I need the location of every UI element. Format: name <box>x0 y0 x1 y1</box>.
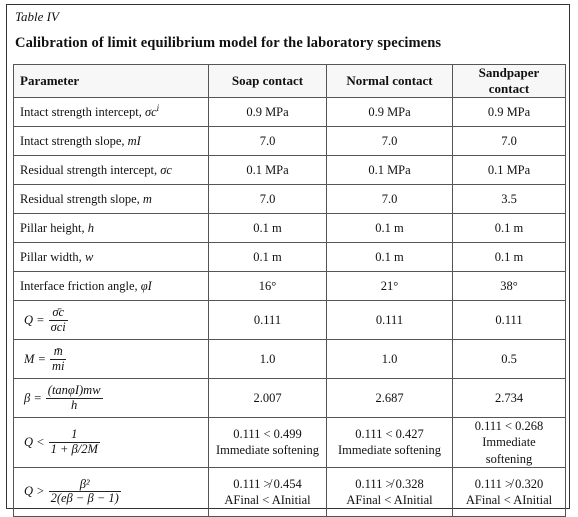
formula-fraction <box>49 478 121 507</box>
check-value: 0.111 ≯ 0.454 <box>233 476 302 491</box>
table-row <box>14 340 566 379</box>
value-sandpaper: 3.5 <box>453 185 566 214</box>
table-row <box>14 301 566 340</box>
formula-lhs: M = <box>24 351 46 366</box>
formula-numerator: σ̄c <box>49 306 68 321</box>
header-sandpaper-contact: Sandpaper contact <box>453 65 566 98</box>
formula-lhs: Q = <box>24 312 45 327</box>
header-soap-contact: Soap contact <box>209 65 327 98</box>
value-normal: 0.9 MPa <box>327 98 453 127</box>
param-symbol: mI <box>127 133 141 148</box>
param-label: Residual strength slope, <box>20 191 143 206</box>
check-value: 0.111 < 0.499 <box>233 427 302 442</box>
table-row <box>14 379 566 418</box>
param-label: Interface friction angle, <box>20 278 141 293</box>
formula-numerator: 1 <box>49 428 100 443</box>
value-sandpaper <box>453 467 566 516</box>
check-result: Immediate softening <box>337 443 442 458</box>
table-row <box>14 156 566 185</box>
param-cell <box>14 243 209 272</box>
value-soap: 0.1 MPa <box>209 156 327 185</box>
formula-cell <box>14 340 209 379</box>
formula-denominator: 2(eβ − β − 1) <box>50 491 119 506</box>
table-number: Table IV <box>15 9 59 24</box>
formula-cell <box>14 467 209 516</box>
param-symbol: w <box>84 249 94 264</box>
formula-lhs: Q > <box>24 484 45 499</box>
value-sandpaper: 0.1 MPa <box>453 156 566 185</box>
value-sandpaper: 38° <box>453 272 566 301</box>
param-cell <box>14 127 209 156</box>
value-normal: 2.687 <box>327 379 453 418</box>
value-soap: 16° <box>209 272 327 301</box>
formula-numerator: m̄ <box>50 345 67 360</box>
param-label: Residual strength intercept, <box>20 162 161 177</box>
value-sandpaper: 0.1 m <box>453 243 566 272</box>
table-row <box>14 243 566 272</box>
param-cell <box>14 185 209 214</box>
value-soap <box>209 467 327 516</box>
table-row <box>14 185 566 214</box>
value-soap: 2.007 <box>209 379 327 418</box>
param-cell <box>14 156 209 185</box>
check-value: 0.111 < 0.268 <box>474 419 544 433</box>
value-normal: 1.0 <box>327 340 453 379</box>
table-row <box>14 418 566 468</box>
check-value: 0.111 ≯ 0.328 <box>355 476 424 491</box>
formula-numerator: (tanφI)mw <box>47 382 101 397</box>
check-value: 0.111 < 0.427 <box>355 427 424 442</box>
value-soap: 0.111 <box>209 301 327 340</box>
param-symbol: m <box>142 191 152 206</box>
formula-numerator: β² <box>49 478 121 493</box>
value-sandpaper <box>453 418 566 468</box>
header-parameter: Parameter <box>14 65 209 98</box>
check-result: AFinal < AInitial <box>346 492 433 507</box>
table-row <box>14 467 566 516</box>
formula-denominator: 1 + β/2M <box>50 441 98 456</box>
check-result: Immediate softening <box>482 435 536 466</box>
value-normal: 0.1 m <box>327 214 453 243</box>
value-sandpaper: 0.111 <box>453 301 566 340</box>
param-symbol: φI <box>140 278 152 293</box>
value-soap: 0.1 m <box>209 243 327 272</box>
value-normal: 0.111 <box>327 301 453 340</box>
header-normal-contact: Normal contact <box>327 65 453 98</box>
formula-fraction <box>49 428 100 457</box>
formula-cell <box>14 418 209 468</box>
calibration-table <box>13 64 566 517</box>
table-container <box>6 4 570 509</box>
param-cell <box>14 98 209 127</box>
check-result: Immediate softening <box>215 443 320 458</box>
value-sandpaper: 0.1 m <box>453 214 566 243</box>
param-label: Intact strength slope, <box>20 133 128 148</box>
value-sandpaper: 0.5 <box>453 340 566 379</box>
param-label: Pillar height, <box>20 220 88 235</box>
value-normal <box>327 467 453 516</box>
value-soap: 0.1 m <box>209 214 327 243</box>
param-cell <box>14 272 209 301</box>
table-row <box>14 98 566 127</box>
formula-cell <box>14 379 209 418</box>
value-soap: 7.0 <box>209 127 327 156</box>
value-soap: 0.9 MPa <box>209 98 327 127</box>
value-soap: 1.0 <box>209 340 327 379</box>
formula-lhs: Q < <box>24 434 45 449</box>
table-row <box>14 127 566 156</box>
value-sandpaper: 7.0 <box>453 127 566 156</box>
value-normal <box>327 418 453 468</box>
table-title: Calibration of limit equilibrium model for the laboratory specimens <box>15 35 442 51</box>
table-row <box>14 272 566 301</box>
formula-fraction <box>49 306 68 335</box>
formula-lhs: β = <box>24 390 42 405</box>
formula-fraction <box>50 345 67 374</box>
param-label: Pillar width, <box>20 249 85 264</box>
value-soap: 7.0 <box>209 185 327 214</box>
value-normal: 7.0 <box>327 127 453 156</box>
value-normal: 7.0 <box>327 185 453 214</box>
value-normal: 0.1 m <box>327 243 453 272</box>
formula-cell <box>14 301 209 340</box>
value-soap <box>209 418 327 468</box>
param-symbol: σc <box>160 162 172 177</box>
value-normal: 0.1 MPa <box>327 156 453 185</box>
param-superscript: i <box>156 103 160 114</box>
table-row <box>14 214 566 243</box>
header-row <box>14 65 566 98</box>
check-value: 0.111 ≯ 0.320 <box>474 476 544 491</box>
formula-denominator: σci <box>50 319 66 334</box>
param-cell <box>14 214 209 243</box>
value-sandpaper: 0.9 MPa <box>453 98 566 127</box>
param-label: Intact strength intercept, <box>20 105 145 120</box>
param-symbol: h <box>87 220 94 235</box>
check-result: AFinal < AInitial <box>224 492 311 507</box>
formula-denominator: mi <box>51 358 65 373</box>
formula-denominator: h <box>71 397 78 412</box>
value-normal: 21° <box>327 272 453 301</box>
param-symbol: σc <box>144 105 157 120</box>
formula-fraction <box>46 384 103 413</box>
value-sandpaper: 2.734 <box>453 379 566 418</box>
check-result: AFinal < AInitial <box>465 492 553 507</box>
